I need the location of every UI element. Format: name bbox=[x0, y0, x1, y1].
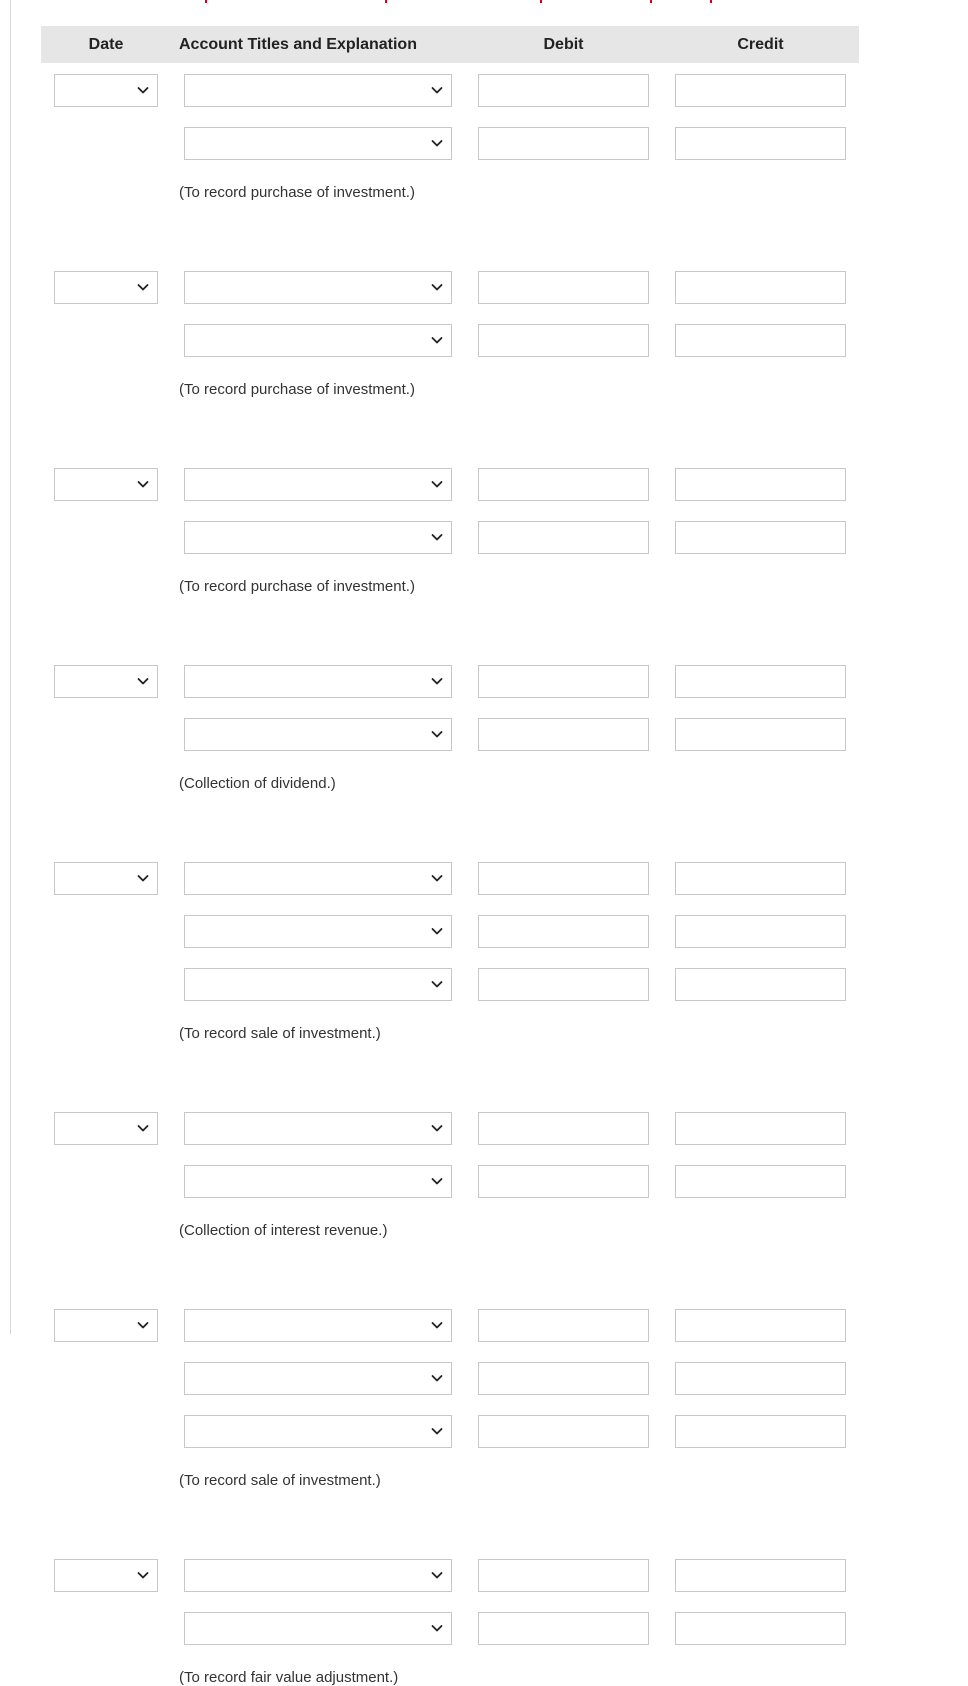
account-title-select[interactable] bbox=[184, 665, 452, 698]
chevron-down-icon bbox=[137, 1569, 149, 1581]
debit-amount-input[interactable] bbox=[478, 665, 649, 698]
credit-amount-input[interactable] bbox=[675, 468, 846, 501]
account-title-select[interactable] bbox=[184, 1415, 452, 1448]
credit-amount-input[interactable] bbox=[675, 1612, 846, 1645]
credit-amount-input[interactable] bbox=[675, 324, 846, 357]
debit-amount-input[interactable] bbox=[478, 1165, 649, 1198]
chevron-down-icon bbox=[137, 1319, 149, 1331]
account-title-select[interactable] bbox=[184, 862, 452, 895]
credit-amount-input[interactable] bbox=[675, 1112, 846, 1145]
debit-amount-input[interactable] bbox=[478, 1362, 649, 1395]
debit-amount-input[interactable] bbox=[478, 862, 649, 895]
debit-amount-input[interactable] bbox=[478, 915, 649, 948]
chevron-down-icon bbox=[137, 281, 149, 293]
account-title-select[interactable] bbox=[184, 1559, 452, 1592]
account-title-select[interactable] bbox=[184, 1362, 452, 1395]
chevron-down-icon bbox=[431, 334, 443, 346]
date-select[interactable] bbox=[54, 271, 158, 304]
credit-amount-input[interactable] bbox=[675, 1362, 846, 1395]
chevron-down-icon bbox=[431, 1319, 443, 1331]
credit-amount-input[interactable] bbox=[675, 915, 846, 948]
column-header-credit: Credit bbox=[737, 36, 784, 53]
chevron-down-icon bbox=[431, 675, 443, 687]
chevron-down-icon bbox=[137, 1122, 149, 1134]
chevron-down-icon bbox=[431, 1372, 443, 1384]
credit-amount-input[interactable] bbox=[675, 74, 846, 107]
entry-explanation: (Collection of dividend.) bbox=[179, 775, 336, 792]
journal-table-header bbox=[41, 26, 859, 63]
date-select[interactable] bbox=[54, 74, 158, 107]
date-select[interactable] bbox=[54, 1309, 158, 1342]
chevron-down-icon bbox=[431, 1122, 443, 1134]
credit-amount-input[interactable] bbox=[675, 862, 846, 895]
page-left-border bbox=[10, 0, 11, 1334]
credit-amount-input[interactable] bbox=[675, 968, 846, 1001]
debit-amount-input[interactable] bbox=[478, 127, 649, 160]
account-title-select[interactable] bbox=[184, 74, 452, 107]
account-title-select[interactable] bbox=[184, 1309, 452, 1342]
entry-explanation: (To record purchase of investment.) bbox=[179, 184, 415, 201]
credit-amount-input[interactable] bbox=[675, 1415, 846, 1448]
debit-amount-input[interactable] bbox=[478, 1112, 649, 1145]
column-header-account-titles: Account Titles and Explanation bbox=[179, 36, 417, 53]
entry-explanation: (To record fair value adjustment.) bbox=[179, 1669, 399, 1686]
debit-amount-input[interactable] bbox=[478, 324, 649, 357]
account-title-select[interactable] bbox=[184, 1165, 452, 1198]
debit-amount-input[interactable] bbox=[478, 1415, 649, 1448]
account-title-select[interactable] bbox=[184, 1612, 452, 1645]
chevron-down-icon bbox=[431, 137, 443, 149]
entry-explanation: (To record sale of investment.) bbox=[179, 1025, 381, 1042]
entry-explanation: (To record purchase of investment.) bbox=[179, 381, 415, 398]
credit-amount-input[interactable] bbox=[675, 718, 846, 751]
chevron-down-icon bbox=[137, 872, 149, 884]
account-title-select[interactable] bbox=[184, 521, 452, 554]
debit-amount-input[interactable] bbox=[478, 718, 649, 751]
chevron-down-icon bbox=[431, 1425, 443, 1437]
chevron-down-icon bbox=[431, 925, 443, 937]
date-select[interactable] bbox=[54, 468, 158, 501]
account-title-select[interactable] bbox=[184, 968, 452, 1001]
account-title-select[interactable] bbox=[184, 718, 452, 751]
debit-amount-input[interactable] bbox=[478, 74, 649, 107]
debit-amount-input[interactable] bbox=[478, 1612, 649, 1645]
debit-amount-input[interactable] bbox=[478, 1309, 649, 1342]
account-title-select[interactable] bbox=[184, 271, 452, 304]
entry-explanation: (To record sale of investment.) bbox=[179, 1472, 381, 1489]
chevron-down-icon bbox=[431, 531, 443, 543]
credit-amount-input[interactable] bbox=[675, 271, 846, 304]
debit-amount-input[interactable] bbox=[478, 968, 649, 1001]
account-title-select[interactable] bbox=[184, 324, 452, 357]
date-select[interactable] bbox=[54, 665, 158, 698]
column-header-date: Date bbox=[88, 36, 124, 53]
credit-amount-input[interactable] bbox=[675, 1165, 846, 1198]
credit-amount-input[interactable] bbox=[675, 1309, 846, 1342]
chevron-down-icon bbox=[431, 84, 443, 96]
entry-explanation: (Collection of interest revenue.) bbox=[179, 1222, 388, 1239]
debit-amount-input[interactable] bbox=[478, 271, 649, 304]
credit-amount-input[interactable] bbox=[675, 665, 846, 698]
chevron-down-icon bbox=[431, 1569, 443, 1581]
chevron-down-icon bbox=[137, 675, 149, 687]
account-title-select[interactable] bbox=[184, 915, 452, 948]
date-select[interactable] bbox=[54, 1112, 158, 1145]
account-title-select[interactable] bbox=[184, 127, 452, 160]
debit-amount-input[interactable] bbox=[478, 468, 649, 501]
cropped-instruction-text bbox=[170, 0, 730, 3]
debit-amount-input[interactable] bbox=[478, 1559, 649, 1592]
chevron-down-icon bbox=[431, 478, 443, 490]
chevron-down-icon bbox=[137, 478, 149, 490]
chevron-down-icon bbox=[431, 281, 443, 293]
chevron-down-icon bbox=[431, 728, 443, 740]
credit-amount-input[interactable] bbox=[675, 127, 846, 160]
chevron-down-icon bbox=[137, 84, 149, 96]
credit-amount-input[interactable] bbox=[675, 1559, 846, 1592]
entry-explanation: (To record purchase of investment.) bbox=[179, 578, 415, 595]
account-title-select[interactable] bbox=[184, 1112, 452, 1145]
debit-amount-input[interactable] bbox=[478, 521, 649, 554]
chevron-down-icon bbox=[431, 978, 443, 990]
chevron-down-icon bbox=[431, 1622, 443, 1634]
date-select[interactable] bbox=[54, 1559, 158, 1592]
credit-amount-input[interactable] bbox=[675, 521, 846, 554]
date-select[interactable] bbox=[54, 862, 158, 895]
column-header-debit: Debit bbox=[543, 36, 584, 53]
chevron-down-icon bbox=[431, 1175, 443, 1187]
account-title-select[interactable] bbox=[184, 468, 452, 501]
chevron-down-icon bbox=[431, 872, 443, 884]
